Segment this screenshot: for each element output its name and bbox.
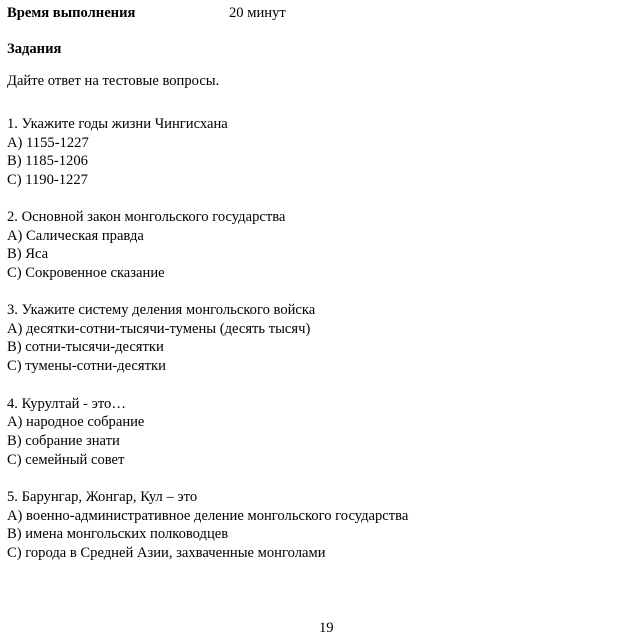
question-4-option-a: А) народное собрание — [7, 414, 145, 430]
instruction-text: Дайте ответ на тестовые вопросы. — [7, 73, 220, 89]
question-5-option-a: А) военно-административное деление монгольского государства — [7, 508, 409, 524]
question-5-option-b: В) имена монгольских полководцев — [7, 526, 229, 542]
question-5-text: 5. Барунгар, Жонгар, Кул – это — [7, 489, 198, 505]
question-3-option-c: С) тумены-сотни-десятки — [7, 358, 166, 374]
question-4-text: 4. Курултай - это… — [7, 396, 126, 412]
tasks-heading: Задания — [7, 41, 62, 57]
question-2-option-b: В) Яса — [7, 246, 49, 262]
question-4-option-c: С) семейный совет — [7, 452, 125, 468]
question-3-option-a: А) десятки-сотни-тысячи-тумены (десять тысяч) — [7, 321, 311, 337]
question-1-text: 1. Укажите годы жизни Чингисхана — [7, 116, 228, 132]
question-3-option-b: В) сотни-тысячи-десятки — [7, 339, 164, 355]
question-3-text: 3. Укажите систему деления монгольского войска — [7, 302, 316, 318]
question-2-option-a: А) Салическая правда — [7, 228, 144, 244]
question-1-option-c: С) 1190-1227 — [7, 172, 88, 188]
time-label: Время выполнения — [7, 5, 136, 21]
time-value: 20 минут — [229, 5, 286, 21]
question-1-option-b: В) 1185-1206 — [7, 153, 88, 169]
question-1-option-a: А) 1155-1227 — [7, 135, 89, 151]
question-4-option-b: В) собрание знати — [7, 433, 120, 449]
question-2-text: 2. Основной закон монгольского государства — [7, 209, 286, 225]
question-5-option-c: С) города в Средней Азии, захваченные монголами — [7, 545, 326, 561]
page-number: 19 — [319, 620, 334, 636]
question-2-option-c: С) Сокровенное сказание — [7, 265, 165, 281]
